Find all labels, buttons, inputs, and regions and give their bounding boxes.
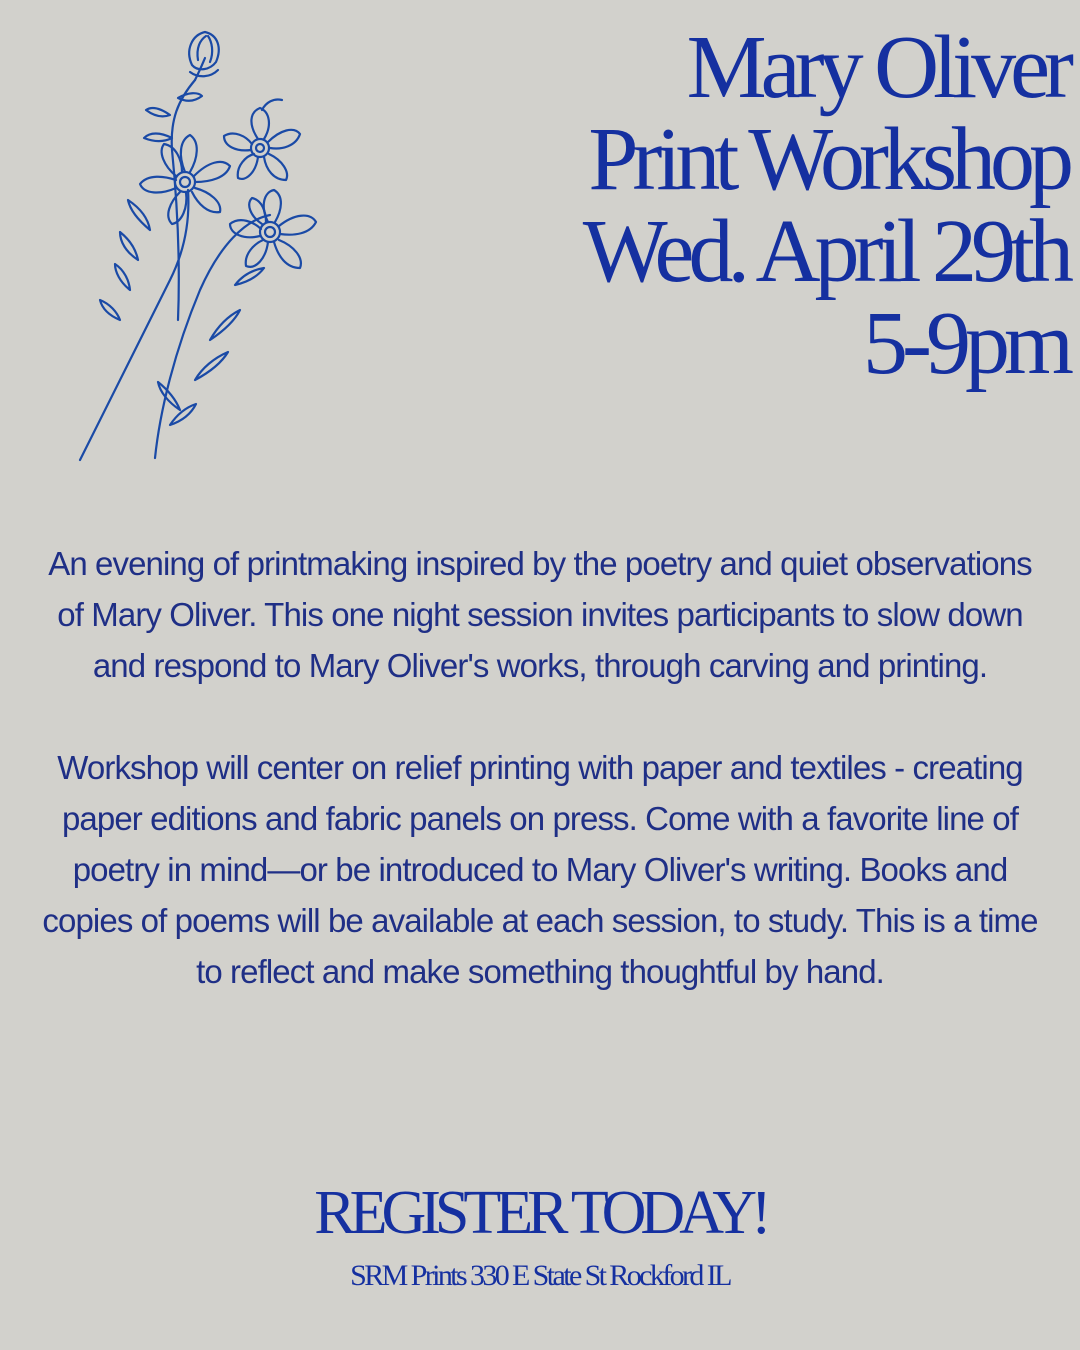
event-title	[448, 18, 1068, 393]
venue-address: SRM Prints 330 E State St Rockford IL	[350, 1259, 730, 1292]
title-line-date: Wed. April 29th	[582, 202, 1068, 301]
title-line-event: Print Workshop	[588, 110, 1068, 209]
title-line-time: 5-9pm	[863, 294, 1068, 393]
description-paragraph-1: An evening of printmaking inspired by the poetry and quiet observations of Mary Oliver. This one night session invites participants to slow down and respond to Mary Oliver's works, through carving and printing.	[48, 545, 1032, 684]
description-paragraph-2: Workshop will center on relief printing with paper and textiles - creating paper editions and fabric panels on press. Come with a favorite line of poetry in mind—or be introduced to Mary Oliver's writing. Books and copies of poems will be available at each session, to study. This is a time to reflect and make something thoughtful by hand.	[42, 749, 1038, 990]
register-heading: REGISTER TODAY!	[314, 1179, 766, 1247]
title-line-name: Mary Oliver	[686, 18, 1068, 117]
event-description	[40, 538, 1040, 997]
wildflower-bouquet-icon	[60, 20, 350, 470]
